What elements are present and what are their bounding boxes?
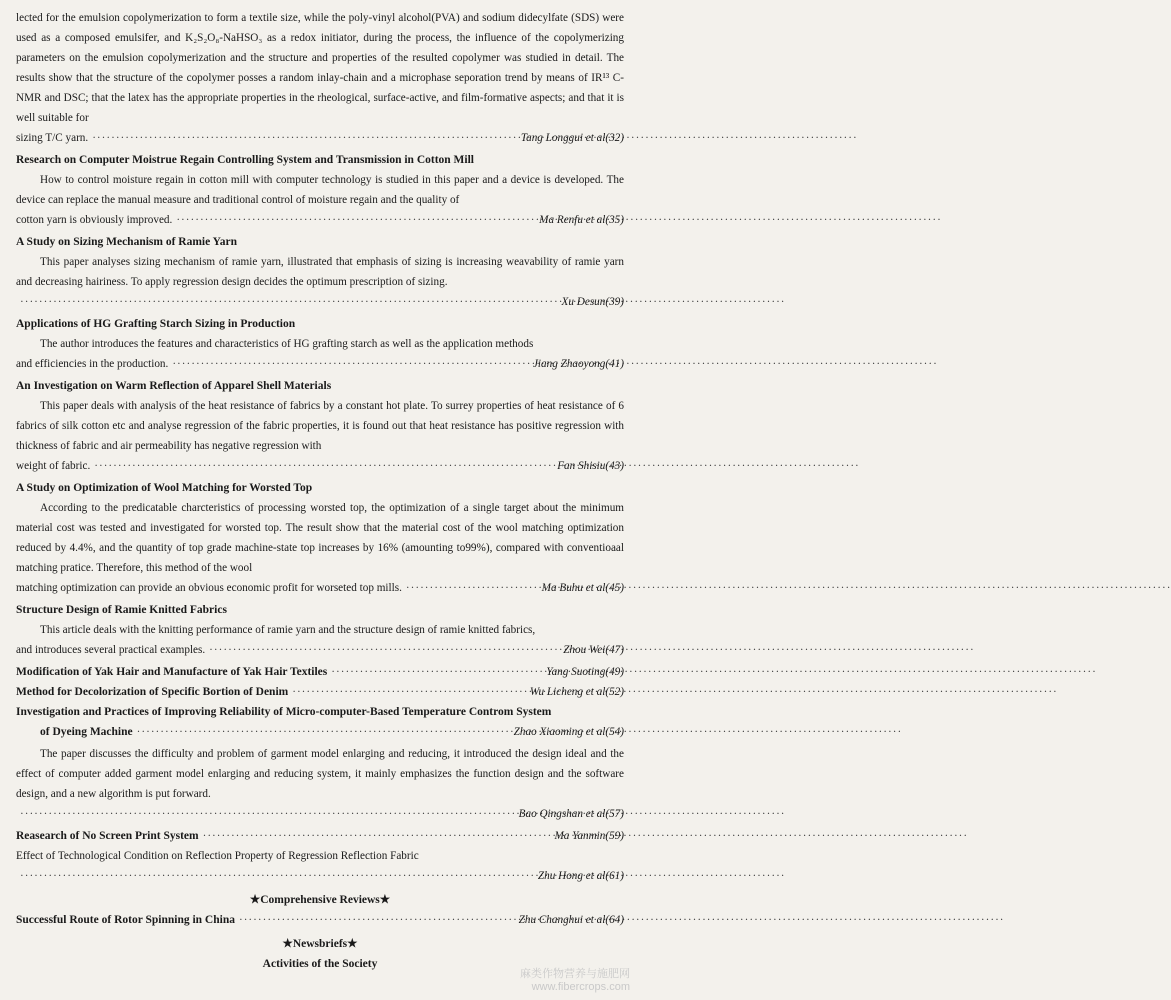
article-title: Applications of HG Grafting Starch Sizing in Production	[16, 318, 296, 330]
intro-abstract-last-line: sizing T/C yarn.	[16, 132, 89, 144]
leader-dots	[331, 662, 542, 682]
article-abstract-last-line: and efficiencies in the production.	[16, 358, 169, 370]
article-abstract: How to control moisture regain in cotton mill with computer technology is studied in this paper and a device is developed. The device can replace the manual measure and traditional control of moisture regain and the quality of	[16, 174, 624, 206]
leader-dots	[203, 826, 551, 846]
article-author: Wu Licheng et al(52)	[529, 686, 624, 698]
leader-dots	[406, 578, 538, 598]
article-abstract: The paper discusses the difficulty and problem of garment model enlarging and reducing, it introduced the design ideal and the effect of computer added garment model enlarging and reducing system, it mainly emphasizes the function design and the software design, and a new algorithm is put forward.	[16, 748, 624, 800]
leader-dots	[137, 722, 510, 742]
intro-abstract-ref	[16, 128, 624, 148]
article-title: A Study on Sizing Mechanism of Ramie Yarn	[16, 236, 237, 248]
article-author: Jiang Zhaoyong(41)	[532, 358, 624, 370]
article-author: Fan Shisiu(43)	[557, 460, 624, 472]
article-ref	[16, 578, 624, 598]
article-entry	[16, 910, 624, 930]
watermark-url: www.fibercrops.com	[531, 981, 630, 993]
section-heading-newsbriefs: ★Newsbriefs★	[282, 938, 358, 950]
article-author: Yang Suoting(49)	[546, 666, 624, 678]
section-heading-reviews: ★Comprehensive Reviews★	[249, 894, 391, 906]
intro-abstract	[16, 8, 624, 148]
article-author: Zhu Changhui et al(64)	[518, 914, 624, 926]
article-entry	[16, 846, 624, 886]
article-author: Zhou Wei(47)	[563, 644, 624, 656]
article-author: Zhu Hong et al(61)	[537, 870, 624, 882]
article-title: Reasearch of No Screen Print System	[16, 830, 199, 842]
leader-dots	[94, 456, 553, 476]
article-abstract-last-line: cotton yarn is obviously improved.	[16, 214, 173, 226]
article-title: Successful Route of Rotor Spinning in China	[16, 914, 235, 926]
newsbrief-title: Activities of the Society	[262, 958, 378, 970]
article-ref	[16, 292, 624, 312]
article-author: Ma Yanmin(59)	[554, 830, 624, 842]
article-author: Ma Buhu et al(45)	[541, 582, 624, 594]
site-watermark	[520, 968, 630, 994]
article-title: Modification of Yak Hair and Manufacture of Yak Hair Textiles	[16, 666, 328, 678]
article-title: A Study on Optimization of Wool Matching for Worsted Top	[16, 482, 313, 494]
article-title: An Investigation on Warm Reflection of Apparel Shell Materials	[16, 380, 332, 392]
intro-abstract-author: Tang Longgui et al(32)	[520, 132, 624, 144]
article-entry	[16, 478, 624, 598]
article-author: Bao Qingshan et al(57)	[518, 808, 624, 820]
leader-dots	[20, 866, 534, 886]
article-abstract-last-line: matching optimization can provide an obvious economic profit for worseted top mills.	[16, 582, 402, 594]
article-abstract: The author introduces the features and characteristics of HG grafting starch as well as the application methods	[40, 338, 534, 350]
intro-abstract-text: lected for the emulsion copolymerization to form a textile size, while the poly-vinyl alcohol(PVA) and sodium didecylfate (SDS) were used as a composed emulsifer, and K₂S₂O₈-NaHSO₃ as a redox initiator, during the process, the influence of the copolymerizing parameters on the emulsion copolymerization and the structure and properties of the resulted copolymer was studied in detail. The results show that the structure of the copolymer posses a random inlay-chain and a microphase seporation trend by means of IR¹³ C-NMR and DSC; that the latex has the appropriate properties in the rheological, surface-active, and film-formative aspects; and that it is well suitable for	[16, 12, 624, 124]
article-ref	[16, 804, 624, 824]
leader-dots	[292, 682, 526, 702]
article-title: Research on Computer Moistrue Regain Controlling System and Transmission in Cotton Mill	[16, 154, 474, 166]
article-author: Xu Desun(39)	[561, 296, 624, 308]
article-entry	[16, 702, 624, 742]
article-abstract: This paper analyses sizing mechanism of ramie yarn, illustrated that emphasis of sizing is increasing weavability of ramie yarn and decreasing hairiness. To apply regression design decides the optimum prescription of sizing.	[16, 256, 624, 288]
article-entry	[16, 376, 624, 476]
article-title: Structure Design of Ramie Knitted Fabrics	[16, 604, 227, 616]
leader-dots	[20, 292, 558, 312]
article-ref	[16, 866, 624, 886]
article-abstract: This paper deals with analysis of the heat resistance of fabrics by a constant hot plate. To surrey properties of heat resistance of 6 fabrics of silk cotton etc and analyse regression of the fabric properties, it is found out that heat resistance has positive regression with thickness of fabric and air permeability has negative regression with	[16, 400, 624, 452]
watermark-cn: 麻类作物营养与施肥网	[520, 968, 630, 980]
article-title-plain: Effect of Technological Condition on Reflection Property of Regression Reflection Fabric	[16, 850, 419, 862]
leader-dots	[20, 804, 515, 824]
article-author: Ma Renfu et al(35)	[539, 214, 624, 226]
article-title: Investigation and Practices of Improving Reliability of Micro-computer-Based Temperature Controm System	[16, 706, 552, 718]
leader-dots	[176, 210, 535, 230]
article-abstract-last-line: weight of fabric.	[16, 460, 91, 472]
article-abstract-last-line: and introduces several practical examples.	[16, 644, 206, 656]
article-ref	[16, 722, 624, 742]
article-abstract: This article deals with the knitting performance of ramie yarn and the structure design of ramie knitted fabrics,	[40, 624, 536, 636]
article-ref	[16, 640, 624, 660]
article-ref	[16, 354, 624, 374]
article-ref	[16, 456, 624, 476]
leader-dots	[92, 128, 517, 148]
article-title-continued: of Dyeing Machine	[40, 726, 133, 738]
article-abstract: According to the predicatable charcteristics of processing worsted top, the optimization of a single target about the minimum material cost was tested and investigated for worsted top. The result show that the material cost of the wool matching optimization reduced by 4.4%, and the quantity of top grade machine-state top increases by 16% (amounting to99%), compared with conventioaal matching pratice. Therefore, this method of the wool	[16, 502, 624, 574]
article-author: Zhao Xiaoming et al(54)	[513, 726, 624, 738]
article-entry	[16, 150, 624, 230]
article-entry	[16, 744, 624, 824]
leader-dots	[239, 910, 515, 930]
article-ref	[16, 210, 624, 230]
article-title: Method for Decolorization of Specific Bortion of Denim	[16, 686, 289, 698]
article-entry	[16, 682, 624, 702]
article-entry	[16, 600, 624, 660]
article-entry	[16, 826, 624, 846]
article-entry	[16, 232, 624, 312]
leader-dots	[172, 354, 529, 374]
article-entry	[16, 662, 624, 682]
leader-dots	[209, 640, 559, 660]
article-entry	[16, 314, 624, 374]
